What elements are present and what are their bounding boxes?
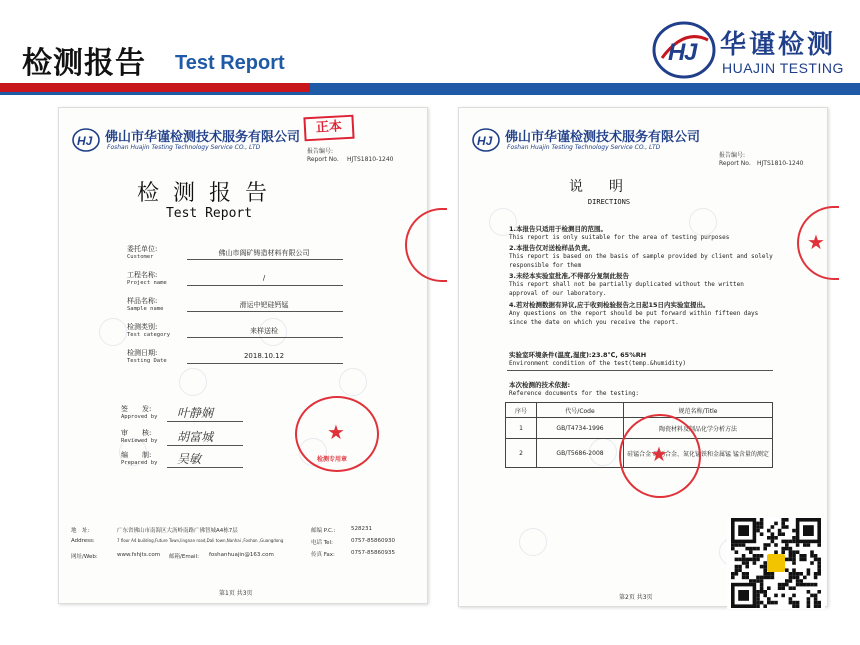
directions-title-cn: 说明 <box>569 179 649 195</box>
env-condition-cn: 实验室环境条件(温度,湿度):23.8℃, 65%RH <box>509 351 647 359</box>
footer-fax-label: 传真 Fax: <box>311 552 335 558</box>
field-underline <box>187 311 343 312</box>
page-number: 第2页 共3页 <box>619 594 653 601</box>
watermark-icon <box>519 528 547 556</box>
field-value-date: 2018.10.12 <box>243 352 285 360</box>
signature-approved: 叶静娴 <box>177 406 214 420</box>
field-label-en: Testing Date <box>127 358 167 364</box>
directions-line: This report is based on the basis of sample provided by client and solely <box>509 253 773 260</box>
report-no-label-cn: 报告编号: <box>719 152 746 159</box>
table-header: 规范名称/Title <box>624 403 773 418</box>
report-no-label-en: Report No. <box>307 156 339 163</box>
company-name-cn: 佛山市华谨检测技术服务有限公司 <box>505 130 701 145</box>
report-no-label-cn: 报告编号: <box>307 148 334 155</box>
directions-line: 1.本报告只适用于检测目的范围。 <box>509 225 607 233</box>
directions-title-en: DIRECTIONS <box>587 198 631 206</box>
table-header: 序号 <box>506 403 537 418</box>
company-name-en: Foshan Huajin Testing Technology Service CO., LTD <box>507 144 661 151</box>
field-value-customer: 佛山市阁矿铸造材料有限公司 <box>218 249 310 257</box>
signer-label-cn: 编 制: <box>121 451 152 459</box>
field-label-en: Project name <box>127 280 167 286</box>
table-header-row <box>506 403 773 418</box>
seam-seal <box>797 206 839 280</box>
cover-title-cn: 检测报告 <box>136 181 281 206</box>
seal-star-icon: ★ <box>327 420 345 444</box>
watermark-icon <box>689 208 717 236</box>
report-no-label-en: Report No. <box>719 160 751 167</box>
env-underline <box>507 370 773 371</box>
report-no: HJTS1810-1240 <box>347 156 394 163</box>
table-cell: 1 <box>506 418 537 439</box>
directions-line: This report shall not be partially duplicated without the written <box>509 281 744 288</box>
directions-line: 2.本报告仅对送检样品负责。 <box>509 244 594 252</box>
directions-line: 3.未经本实验室批准,不得部分复制此报告 <box>509 272 629 280</box>
directions-line: This report is only suitable for the area of testing purposes <box>509 234 730 241</box>
official-seal <box>619 414 701 498</box>
table-header: 代号/Code <box>537 403 624 418</box>
footer-tel: 0757-85860930 <box>351 538 395 544</box>
reference-label-cn: 本次检测的技术依据: <box>509 381 571 389</box>
signer-underline <box>167 445 243 446</box>
svg-text:HJ: HJ <box>477 134 493 148</box>
table-cell: 陶瓷材料及制品化学分析方法 <box>624 418 773 439</box>
signer-label-cn: 审 核: <box>121 429 152 437</box>
table-cell: 硅锰合金 硅钙合金、氮化锰铁和金属锰 锰含量的测定 <box>624 439 773 468</box>
signer-underline <box>167 421 243 422</box>
field-value-sample: 滑运中钯硅钙锰 <box>239 301 289 309</box>
seal-text: 检测专用章 <box>317 456 348 463</box>
field-label-en: Test category <box>127 332 171 338</box>
report-no: HJTS1810-1240 <box>757 160 804 167</box>
signer-label-en: Reviewed by <box>121 438 158 444</box>
footer-address-cn: 广东省佛山市南海区大沥岭南路广佛智城A4栋7层 <box>117 528 238 534</box>
qr-code-icon <box>727 517 825 609</box>
reference-label-en: Reference documents for the testing: <box>509 390 640 397</box>
signer-label-en: Prepared by <box>121 460 158 466</box>
field-label-cn: 检测类别: <box>127 323 158 331</box>
env-condition-en: Environment condition of the test(temp.&humidity) <box>509 360 687 367</box>
field-label-cn: 样品名称: <box>127 297 158 305</box>
field-label-en: Customer <box>127 254 154 260</box>
table-cell: GB/T4734-1996 <box>537 418 624 439</box>
signer-label-cn: 签 发: <box>121 405 152 413</box>
company-name-en: Foshan Huajin Testing Technology Service CO., LTD <box>107 144 261 151</box>
logo-text-en: HUAJIN TESTING <box>722 60 844 76</box>
page-subtitle: Test Report <box>175 52 285 74</box>
field-label-cn: 检测日期: <box>127 349 158 357</box>
watermark-icon <box>99 318 127 346</box>
footer-email: foshanhuajin@163.com <box>209 552 274 558</box>
report-cover-page <box>58 107 428 604</box>
logo-text-cn: 华谨检测 <box>720 30 837 60</box>
footer-web: www.fshjts.com <box>117 552 161 558</box>
company-logo-icon <box>71 126 101 154</box>
field-value-category: 来样送检 <box>250 327 278 335</box>
field-underline <box>187 337 343 338</box>
field-underline <box>187 259 343 260</box>
directions-line: approval of our laboratory. <box>509 290 607 297</box>
field-label-cn: 工程名称: <box>127 271 158 279</box>
seal-star-icon: ★ <box>807 230 825 254</box>
footer-address-label: 地 址: <box>71 528 90 534</box>
watermark-icon <box>339 368 367 396</box>
table-cell: 2 <box>506 439 537 468</box>
field-underline <box>187 285 343 286</box>
official-seal <box>295 396 379 472</box>
footer-tel-label: 电话 Tel: <box>311 540 333 546</box>
signer-underline <box>167 467 243 468</box>
directions-line: Any questions on the report should be put forward within fifteen days <box>509 310 759 317</box>
directions-line: 4.若对检测数据有异议,应于收到检验报告之日起15日内实验室提出。 <box>509 301 710 309</box>
footer-address-label-en: Address: <box>71 538 95 544</box>
footer-pc-label: 邮编 P.C.: <box>311 528 336 534</box>
signature-reviewed: 胡富城 <box>177 430 214 444</box>
footer-web-label: 网址/Web: <box>71 554 98 560</box>
company-logo-icon <box>471 126 501 154</box>
field-value-project: / <box>262 274 266 282</box>
watermark-icon <box>179 368 207 396</box>
page-title: 检测报告 <box>22 46 146 81</box>
svg-text:J: J <box>684 39 698 66</box>
seal-star-icon: ★ <box>650 442 668 466</box>
field-label-en: Sample name <box>127 306 164 312</box>
company-name-cn: 佛山市华谨检测技术服务有限公司 <box>105 130 301 145</box>
cover-title-en: Test Report <box>165 206 253 221</box>
seam-seal <box>405 208 447 282</box>
table-cell: GB/T5686-2008 <box>537 439 624 468</box>
footer-pc: 528231 <box>351 526 372 532</box>
hj-logo-icon <box>652 20 716 80</box>
page-number: 第1页 共3页 <box>219 590 253 597</box>
svg-text:HJ: HJ <box>77 134 93 148</box>
footer-address-en: 7 floor A4 building,Future Town,lingnan road,Dali town,Nanhai ,Foshan ,Guangdong <box>117 538 284 543</box>
directions-line: since the date on which you receive the report. <box>509 319 679 326</box>
svg-text:H: H <box>668 39 686 66</box>
field-label-cn: 委托单位: <box>127 245 158 253</box>
field-underline <box>187 363 343 364</box>
original-stamp: 正本 <box>303 115 354 142</box>
footer-fax: 0757-85860935 <box>351 550 395 556</box>
signature-prepared: 吴敏 <box>177 452 202 466</box>
header-rule <box>0 92 860 95</box>
signer-label-en: Approved by <box>121 414 158 420</box>
qr-code <box>727 517 825 609</box>
huajin-logo <box>652 20 852 82</box>
footer-email-label: 邮箱/Email: <box>169 554 199 560</box>
directions-line: responsible for them <box>509 262 582 269</box>
